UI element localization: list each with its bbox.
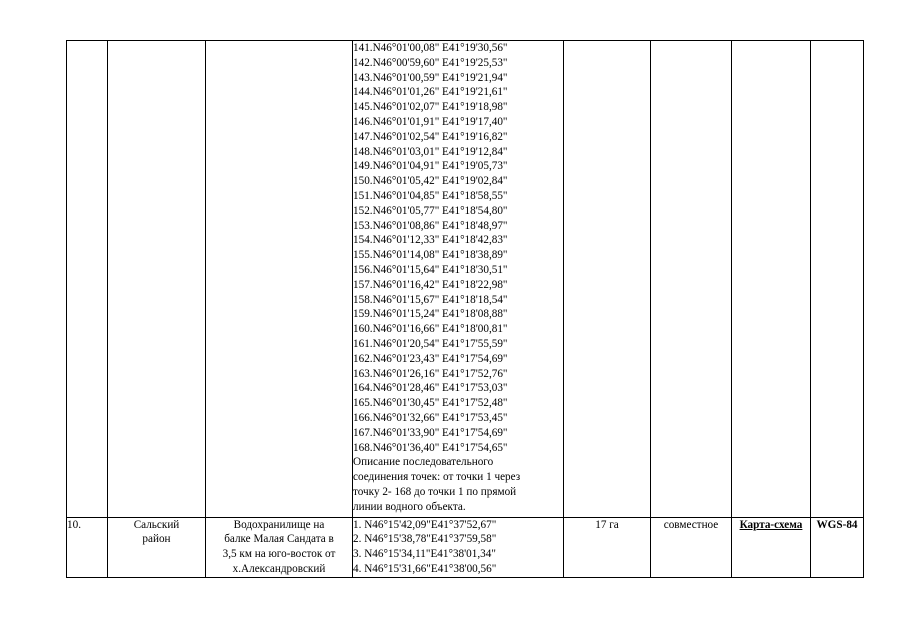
description-line: точку 2- 168 до точки 1 по прямой xyxy=(353,485,517,498)
cell-district-empty xyxy=(108,41,206,518)
coordinate-line: 4. N46°15'31,66"E41°38'00,56" xyxy=(353,562,497,575)
coordinate-line: 161.N46°01'20,54" E41°17'55,59" xyxy=(353,337,508,350)
coordinates-cell xyxy=(353,517,564,577)
document-table xyxy=(66,40,864,578)
district-line: район xyxy=(142,533,171,546)
coordinate-line: 147.N46°01'02,54" E41°19'16,82" xyxy=(353,130,508,143)
coordinate-line: 2. N46°15'38,78"E41°37'59,58" xyxy=(353,533,497,546)
area-cell: 17 га xyxy=(564,517,651,577)
coordinate-line: 155.N46°01'14,08" E41°18'38,89" xyxy=(353,249,508,262)
object-line: х.Александровский xyxy=(232,562,326,575)
description-line: линии водного объекта. xyxy=(353,500,466,513)
coordinate-line: 165.N46°01'30,45" E41°17'52,48" xyxy=(353,397,508,410)
cell-area-empty xyxy=(564,41,651,518)
description-line: соединения точек: от точки 1 через xyxy=(353,471,521,484)
coordinate-line: 157.N46°01'16,42" E41°18'22,98" xyxy=(353,278,508,291)
coordinate-line: 142.N46°00'59,60" E41°19'25,53" xyxy=(353,56,508,69)
coordinate-line: 164.N46°01'28,46" E41°17'53,03" xyxy=(353,382,508,395)
table-row-10 xyxy=(67,517,864,577)
cell-usage-empty xyxy=(651,41,732,518)
coordinate-line: 149.N46°01'04,91" E41°19'05,73" xyxy=(353,160,508,173)
coordinate-line: 144.N46°01'01,26" E41°19'21,61" xyxy=(353,86,508,99)
coordinate-line: 146.N46°01'01,91" E41°19'17,40" xyxy=(353,115,508,128)
coordinate-line: 163.N46°01'26,16" E41°17'52,76" xyxy=(353,367,508,380)
coordinate-line: 154.N46°01'12,33" E41°18'42,83" xyxy=(353,234,508,247)
coordinate-line: 167.N46°01'33,90" E41°17'54,69" xyxy=(353,426,508,439)
coordinate-line: 159.N46°01'15,24" E41°18'08,88" xyxy=(353,308,508,321)
coordinate-line: 148.N46°01'03,01" E41°19'12,84" xyxy=(353,145,508,158)
coordinate-line: 151.N46°01'04,85" E41°18'58,55" xyxy=(353,189,508,202)
table-row-continued xyxy=(67,41,864,518)
coordinate-line: 158.N46°01'15,67" E41°18'18,54" xyxy=(353,293,508,306)
object-cell xyxy=(206,517,353,577)
object-line: балке Малая Сандата в xyxy=(224,533,334,546)
coordinate-list xyxy=(353,41,563,455)
coordinate-line: 153.N46°01'08,86" E41°18'48,97" xyxy=(353,219,508,232)
coordinate-line: 168.N46°01'36,40" E41°17'54,65" xyxy=(353,441,508,454)
coordinate-line: 150.N46°01'05,42" E41°19'02,84" xyxy=(353,175,508,188)
map-scheme-link[interactable]: Карта-схема xyxy=(739,518,803,531)
coordinate-line: 145.N46°01'02,07" E41°19'18,98" xyxy=(353,101,508,114)
coordinate-line: 141.N46°01'00,08" E41°19'30,56" xyxy=(353,42,508,54)
usage-cell: совместное xyxy=(651,517,732,577)
row-number: 10. xyxy=(67,517,108,577)
cell-map-empty xyxy=(732,41,811,518)
cell-crs-empty xyxy=(811,41,864,518)
map-cell xyxy=(732,517,811,577)
coordinate-line: 1. N46°15'42,09"E41°37'52,67" xyxy=(353,518,497,531)
cell-coordinates xyxy=(353,41,564,518)
coordinate-line: 143.N46°01'00,59" E41°19'21,94" xyxy=(353,71,508,84)
description-line: Описание последовательного xyxy=(353,456,494,469)
district-line: Сальский xyxy=(133,518,180,531)
coordinate-line: 162.N46°01'23,43" E41°17'54,69" xyxy=(353,352,508,365)
coordinate-line: 166.N46°01'32,66" E41°17'53,45" xyxy=(353,411,508,424)
coordinate-line: 3. N46°15'34,11"E41°38'01,34" xyxy=(353,548,496,561)
coordinate-line: 156.N46°01'15,64" E41°18'30,51" xyxy=(353,263,508,276)
object-line: Водохранилище на xyxy=(233,518,325,531)
cell-object-empty xyxy=(206,41,353,518)
coordinate-line: 152.N46°01'05,77" E41°18'54,80" xyxy=(353,204,508,217)
object-line: 3,5 км на юго-восток от xyxy=(222,548,336,561)
cell-number-empty xyxy=(67,41,108,518)
crs-cell: WGS-84 xyxy=(811,517,864,577)
coordinate-description xyxy=(353,455,563,516)
district-cell xyxy=(108,517,206,577)
coordinate-line: 160.N46°01'16,66" E41°18'00,81" xyxy=(353,323,508,336)
